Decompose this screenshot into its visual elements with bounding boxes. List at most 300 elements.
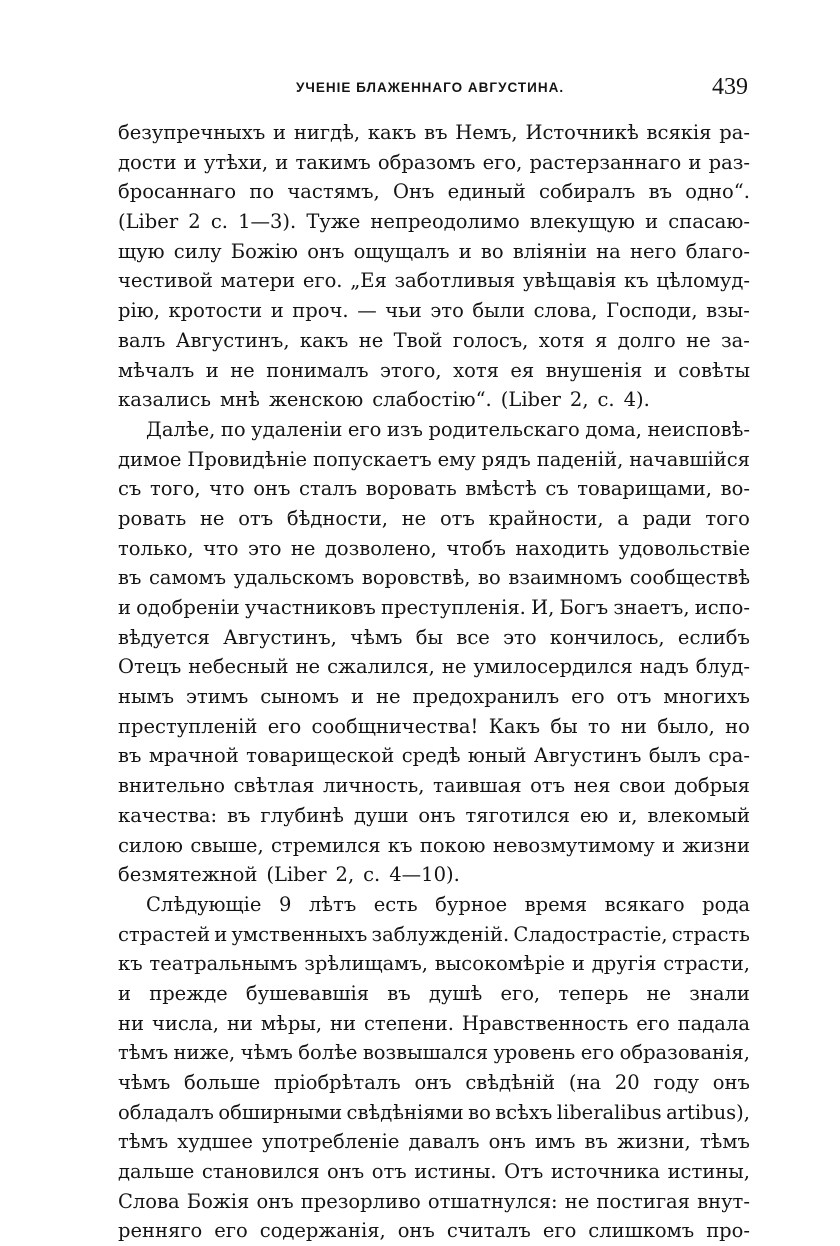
text-line xyxy=(118,1187,750,1217)
word: тѣмъ xyxy=(699,1130,750,1154)
text-line xyxy=(118,1216,750,1246)
word: Божію xyxy=(230,239,299,263)
word: къ xyxy=(387,833,413,857)
word: голосъ, xyxy=(452,328,529,352)
word: внительно xyxy=(118,774,226,798)
word: утѣхи, xyxy=(203,150,269,174)
word: жизни xyxy=(682,833,750,857)
word: вмѣстѣ xyxy=(465,477,537,501)
word: это xyxy=(430,299,464,323)
word: его xyxy=(636,1011,670,1035)
word: Слѣдующіе xyxy=(146,892,262,916)
running-title: УЧЕНІЕ БЛАЖЕННАГО АВГУСТИНА. xyxy=(296,80,565,95)
word: Отецъ xyxy=(118,655,182,679)
word: участниковъ xyxy=(244,596,376,619)
word: въ xyxy=(227,803,251,827)
word: кротости xyxy=(168,299,263,323)
word: свѣдѣніями xyxy=(346,1100,464,1124)
word: и xyxy=(183,150,197,174)
word: испо- xyxy=(694,596,750,619)
word: ровать xyxy=(118,506,187,530)
word: употребленіе xyxy=(261,1130,400,1154)
text-line xyxy=(118,801,750,831)
word: давалъ xyxy=(408,1130,480,1154)
word: мрачной xyxy=(148,744,239,768)
text-line xyxy=(118,1068,750,1098)
word: 4). xyxy=(623,388,650,412)
text-line xyxy=(118,148,750,178)
word: паденій, xyxy=(536,447,624,471)
word: блуд- xyxy=(695,655,750,679)
word: и xyxy=(270,299,284,323)
word: Туже xyxy=(306,210,361,234)
word: онъ xyxy=(327,1160,365,1184)
text-line xyxy=(118,1157,750,1187)
word: удаленіи xyxy=(251,417,343,441)
word: стремился xyxy=(271,833,381,857)
word: одобреніи xyxy=(136,596,240,619)
word: одно“. xyxy=(685,180,750,204)
text-line xyxy=(118,356,750,386)
word: неисповѣ- xyxy=(647,417,750,441)
word: Божія xyxy=(186,1189,250,1213)
word: воровствѣ, xyxy=(361,566,471,590)
word: преступленія. xyxy=(381,596,526,619)
word: и xyxy=(458,239,472,263)
word: Господи, xyxy=(606,299,698,323)
word: источника xyxy=(550,1160,661,1184)
word: liberalibus xyxy=(556,1100,662,1124)
word: сжалился, xyxy=(327,655,435,679)
word: заблужденій. xyxy=(371,922,510,946)
word: его xyxy=(542,1219,577,1243)
text-line xyxy=(118,266,750,296)
word: всѣхъ xyxy=(495,1100,553,1124)
text-line xyxy=(118,623,750,653)
word: взы- xyxy=(706,299,750,323)
word: не xyxy=(646,981,672,1005)
word: и, xyxy=(618,803,638,827)
word: предохранилъ xyxy=(412,685,560,709)
word: казались xyxy=(118,388,211,412)
word: онъ xyxy=(397,1219,435,1243)
word: во xyxy=(480,239,504,263)
word: „Ея xyxy=(350,269,387,293)
word: и xyxy=(653,358,667,382)
word: димое xyxy=(118,447,182,471)
word: къ xyxy=(624,269,649,293)
text-line xyxy=(118,593,750,623)
word: худшее xyxy=(177,1130,253,1154)
word: другія xyxy=(591,952,657,976)
word: онъ xyxy=(488,1130,526,1154)
word: уровень xyxy=(493,1041,576,1065)
word: не xyxy=(295,655,321,679)
word: имъ xyxy=(534,1130,576,1154)
word: возвышался xyxy=(362,1041,489,1065)
word: 2, xyxy=(335,863,355,887)
word: еслибъ xyxy=(677,625,750,649)
word: ею xyxy=(579,803,609,827)
word: крайности, xyxy=(488,506,604,530)
word: во- xyxy=(720,477,750,501)
word: страсти, xyxy=(663,952,750,976)
word: по xyxy=(249,180,275,204)
word: вѣдуется xyxy=(118,625,210,649)
word: и xyxy=(118,981,131,1005)
word: невозмутимому xyxy=(492,833,655,857)
word: удальскомъ xyxy=(233,566,355,590)
word: Августинъ, xyxy=(223,625,337,649)
word: въ xyxy=(648,180,672,204)
word: какъ xyxy=(299,328,349,352)
word: матери xyxy=(220,269,296,293)
word: ренняго xyxy=(118,1219,203,1243)
text-line xyxy=(118,445,750,475)
word: (на xyxy=(568,1071,602,1094)
word: того, xyxy=(149,477,201,501)
word: какъ xyxy=(367,121,417,144)
word: покою xyxy=(419,833,486,857)
word: Нравственность xyxy=(461,1011,629,1035)
word: отшатнулся: xyxy=(427,1189,558,1213)
word: взаимномъ xyxy=(508,566,623,590)
word: онъ xyxy=(253,477,291,501)
word: силою xyxy=(118,833,184,857)
word: и xyxy=(351,685,364,709)
word: умственныхъ xyxy=(231,922,368,946)
word: время xyxy=(524,892,588,916)
word: прежде xyxy=(149,981,228,1005)
word: рію, xyxy=(118,299,160,323)
word: было, xyxy=(657,714,715,738)
word: не xyxy=(290,536,316,560)
word: благо- xyxy=(685,239,750,263)
word: с. xyxy=(597,388,615,412)
word: то xyxy=(588,714,611,738)
word: его xyxy=(347,417,382,441)
word: не xyxy=(401,506,427,530)
word: долго xyxy=(617,328,676,352)
word: Отъ xyxy=(504,1160,544,1184)
word: хотя xyxy=(538,328,585,352)
text-line xyxy=(118,920,750,950)
word: щую xyxy=(118,239,165,263)
word: дости xyxy=(118,150,177,174)
word: Сладострастіе, xyxy=(513,922,668,946)
word: ни xyxy=(226,1011,253,1035)
word: не xyxy=(375,685,401,709)
word: въ xyxy=(118,744,142,768)
word: не xyxy=(564,1189,590,1213)
word: его xyxy=(571,685,605,709)
word: дальше xyxy=(118,1160,195,1184)
word: мнѣ xyxy=(220,388,260,412)
word: его xyxy=(214,1219,248,1243)
word: и xyxy=(273,121,287,144)
word: въ xyxy=(118,566,142,590)
word: Августинъ, xyxy=(175,328,290,352)
word: ни xyxy=(329,1011,356,1035)
word: его, xyxy=(500,981,541,1005)
word: самомъ xyxy=(149,566,227,590)
word: чтобъ xyxy=(446,536,506,560)
word: онъ xyxy=(414,1071,452,1094)
text-line xyxy=(118,177,750,207)
text-line xyxy=(118,890,750,920)
word: его xyxy=(580,1041,615,1065)
text-line xyxy=(118,682,750,712)
word: глубинѣ xyxy=(260,803,344,827)
text-line xyxy=(118,712,750,742)
word: совѣты xyxy=(678,358,750,382)
word: 2 xyxy=(188,210,201,234)
text-line xyxy=(118,949,750,979)
text-line xyxy=(118,1098,750,1128)
word: былъ xyxy=(648,744,701,768)
word: влекомый xyxy=(647,803,750,827)
word: это xyxy=(248,536,282,560)
word: я xyxy=(594,328,608,352)
word: къ xyxy=(118,952,143,976)
text-line xyxy=(118,563,750,593)
word: Слова xyxy=(118,1189,180,1213)
word: бы xyxy=(415,625,444,649)
word: только, xyxy=(118,536,194,560)
word: слабостію“. xyxy=(372,388,492,412)
word: удовольствіе xyxy=(618,536,750,560)
word: не xyxy=(358,328,384,352)
word: за- xyxy=(721,328,750,352)
text-line xyxy=(118,1127,750,1157)
word: во xyxy=(478,566,501,590)
word: средѣ xyxy=(401,744,461,768)
word: обладалъ xyxy=(118,1100,214,1124)
word: бросаннаго xyxy=(118,180,237,204)
word: добрыя xyxy=(674,774,750,798)
word: 1—3). xyxy=(238,210,297,234)
word: единый xyxy=(447,180,526,204)
word: него xyxy=(629,239,677,263)
word: рода xyxy=(702,892,750,916)
word: содержанія, xyxy=(259,1219,386,1243)
word: онъ xyxy=(418,803,456,827)
word: душѣ xyxy=(428,981,483,1005)
word: родительскаго xyxy=(428,417,580,441)
word: сообществѣ xyxy=(629,566,750,590)
word: въ xyxy=(387,981,411,1005)
word: свѣдѣній xyxy=(465,1071,556,1094)
word: 9 xyxy=(278,892,292,916)
text-line xyxy=(118,118,750,148)
word: въ xyxy=(584,1130,608,1154)
word: нигдѣ, xyxy=(293,121,361,144)
word: собиралъ xyxy=(539,180,636,204)
word: страсть xyxy=(671,922,750,946)
word: не xyxy=(441,655,467,679)
word: отъ xyxy=(616,685,652,709)
word: с. xyxy=(363,863,381,887)
word: И, xyxy=(531,596,555,619)
word: качества: xyxy=(118,803,218,827)
word: болѣе xyxy=(298,1041,358,1065)
word: свыше, xyxy=(190,833,264,857)
word: и xyxy=(205,358,219,382)
word: истины, xyxy=(667,1160,750,1184)
text-line xyxy=(118,771,750,801)
word: дома, xyxy=(585,417,642,441)
word: (Liber xyxy=(266,863,327,887)
word: ощущалъ xyxy=(353,239,450,263)
word: съ xyxy=(118,477,142,501)
word: отъ xyxy=(530,774,565,798)
word: с. xyxy=(210,210,228,234)
word: Онъ xyxy=(393,180,435,204)
text-line xyxy=(118,326,750,356)
word: чѣмъ xyxy=(118,1071,171,1094)
word: въ xyxy=(424,121,448,144)
word: по xyxy=(220,417,246,441)
word: пріобрѣталъ xyxy=(273,1071,401,1094)
word: его, xyxy=(482,150,523,174)
word: товарищами, xyxy=(577,477,712,501)
word: зрѣлищамъ, xyxy=(304,952,428,976)
word: многихъ xyxy=(663,685,750,709)
text-line xyxy=(118,474,750,504)
word: степени. xyxy=(363,1011,454,1035)
word: становился xyxy=(201,1160,320,1184)
word: чѣмъ xyxy=(350,625,403,649)
word: влекущую xyxy=(529,210,636,234)
word: надъ xyxy=(639,655,689,679)
word: растерзаннаго xyxy=(529,150,682,174)
word: обширными xyxy=(218,1100,343,1124)
word: личность, xyxy=(322,774,425,798)
word: не xyxy=(686,328,711,352)
word: образованія, xyxy=(619,1041,750,1065)
word: спасаю- xyxy=(668,210,750,234)
text-line xyxy=(118,237,750,267)
word: юный xyxy=(467,744,527,768)
word: (Liber xyxy=(118,210,179,234)
word: умилосердился xyxy=(473,655,633,679)
word: этимъ xyxy=(186,685,249,709)
word: сра- xyxy=(708,744,750,768)
page-header xyxy=(118,70,750,110)
word: такимъ xyxy=(295,150,371,174)
word: свои xyxy=(618,774,666,798)
word: попускаетъ xyxy=(312,447,432,471)
word: бушевавшія xyxy=(245,981,370,1005)
word: сообщничества! xyxy=(311,714,479,738)
word: ему xyxy=(437,447,476,471)
word: считалъ xyxy=(446,1219,531,1243)
word: честивой xyxy=(118,269,213,293)
word: ни xyxy=(620,714,647,738)
word: и xyxy=(662,833,676,857)
word: 2, xyxy=(569,388,589,412)
word: сыномъ xyxy=(260,685,340,709)
word: воровать xyxy=(365,477,457,501)
word: падала xyxy=(677,1011,750,1035)
word: слишкомъ xyxy=(588,1219,695,1243)
word: онъ xyxy=(712,1071,750,1094)
text-line xyxy=(118,831,750,861)
word: его xyxy=(267,714,302,738)
word: ради xyxy=(642,506,692,530)
word: его. xyxy=(302,269,343,293)
word: всякія xyxy=(646,121,712,144)
word: тяготился xyxy=(465,803,570,827)
word: отъ xyxy=(371,1160,407,1184)
word: проч. xyxy=(292,299,349,323)
text-line xyxy=(118,652,750,682)
word: нея xyxy=(573,774,611,798)
body-text xyxy=(118,118,750,1246)
word: сталъ xyxy=(299,477,358,501)
word: году xyxy=(653,1071,699,1094)
text-line xyxy=(118,415,750,445)
word: artibus), xyxy=(666,1100,750,1124)
word: тѣмъ xyxy=(118,1041,169,1065)
word: не xyxy=(230,358,255,382)
word: рядъ xyxy=(481,447,531,471)
word: отъ xyxy=(439,506,475,530)
word: женскою xyxy=(268,388,364,412)
word: и xyxy=(275,150,289,174)
word: Далѣе, xyxy=(146,417,216,441)
word: Твой xyxy=(393,328,443,352)
word: были xyxy=(472,299,526,323)
word: того xyxy=(705,506,750,530)
word: бѣдности, xyxy=(286,506,388,530)
word: преступленій xyxy=(118,714,258,738)
word: дозволено, xyxy=(324,536,437,560)
word: Богъ xyxy=(559,596,609,619)
word: находить xyxy=(515,536,610,560)
word: но xyxy=(725,714,750,738)
word: чьи xyxy=(385,299,422,323)
word: жизни, xyxy=(616,1130,691,1154)
word: больше xyxy=(184,1071,261,1094)
word: онъ xyxy=(256,1189,294,1213)
word: частямъ, xyxy=(287,180,380,204)
word: чѣмъ xyxy=(240,1041,293,1065)
word: и xyxy=(645,210,659,234)
word: знали xyxy=(689,981,750,1005)
word: ни xyxy=(118,1011,144,1035)
word: высокомѣріе xyxy=(434,952,566,976)
word: нымъ xyxy=(118,685,175,709)
word: съ xyxy=(545,477,569,501)
text-line xyxy=(118,504,750,534)
word: непреодолимо xyxy=(370,210,520,234)
word: внут- xyxy=(697,1189,750,1213)
word: таившая xyxy=(433,774,522,798)
word: 20 xyxy=(614,1071,640,1094)
word: про- xyxy=(706,1219,750,1243)
word: и xyxy=(571,952,585,976)
word: ра- xyxy=(719,121,750,144)
word: кончилось, xyxy=(549,625,665,649)
word: слова, xyxy=(533,299,598,323)
word: небесный xyxy=(188,655,289,679)
word: тѣмъ xyxy=(118,1130,169,1154)
word: и xyxy=(688,150,702,174)
word: отъ xyxy=(238,506,274,530)
text-line xyxy=(118,741,750,771)
word: — xyxy=(357,299,377,323)
